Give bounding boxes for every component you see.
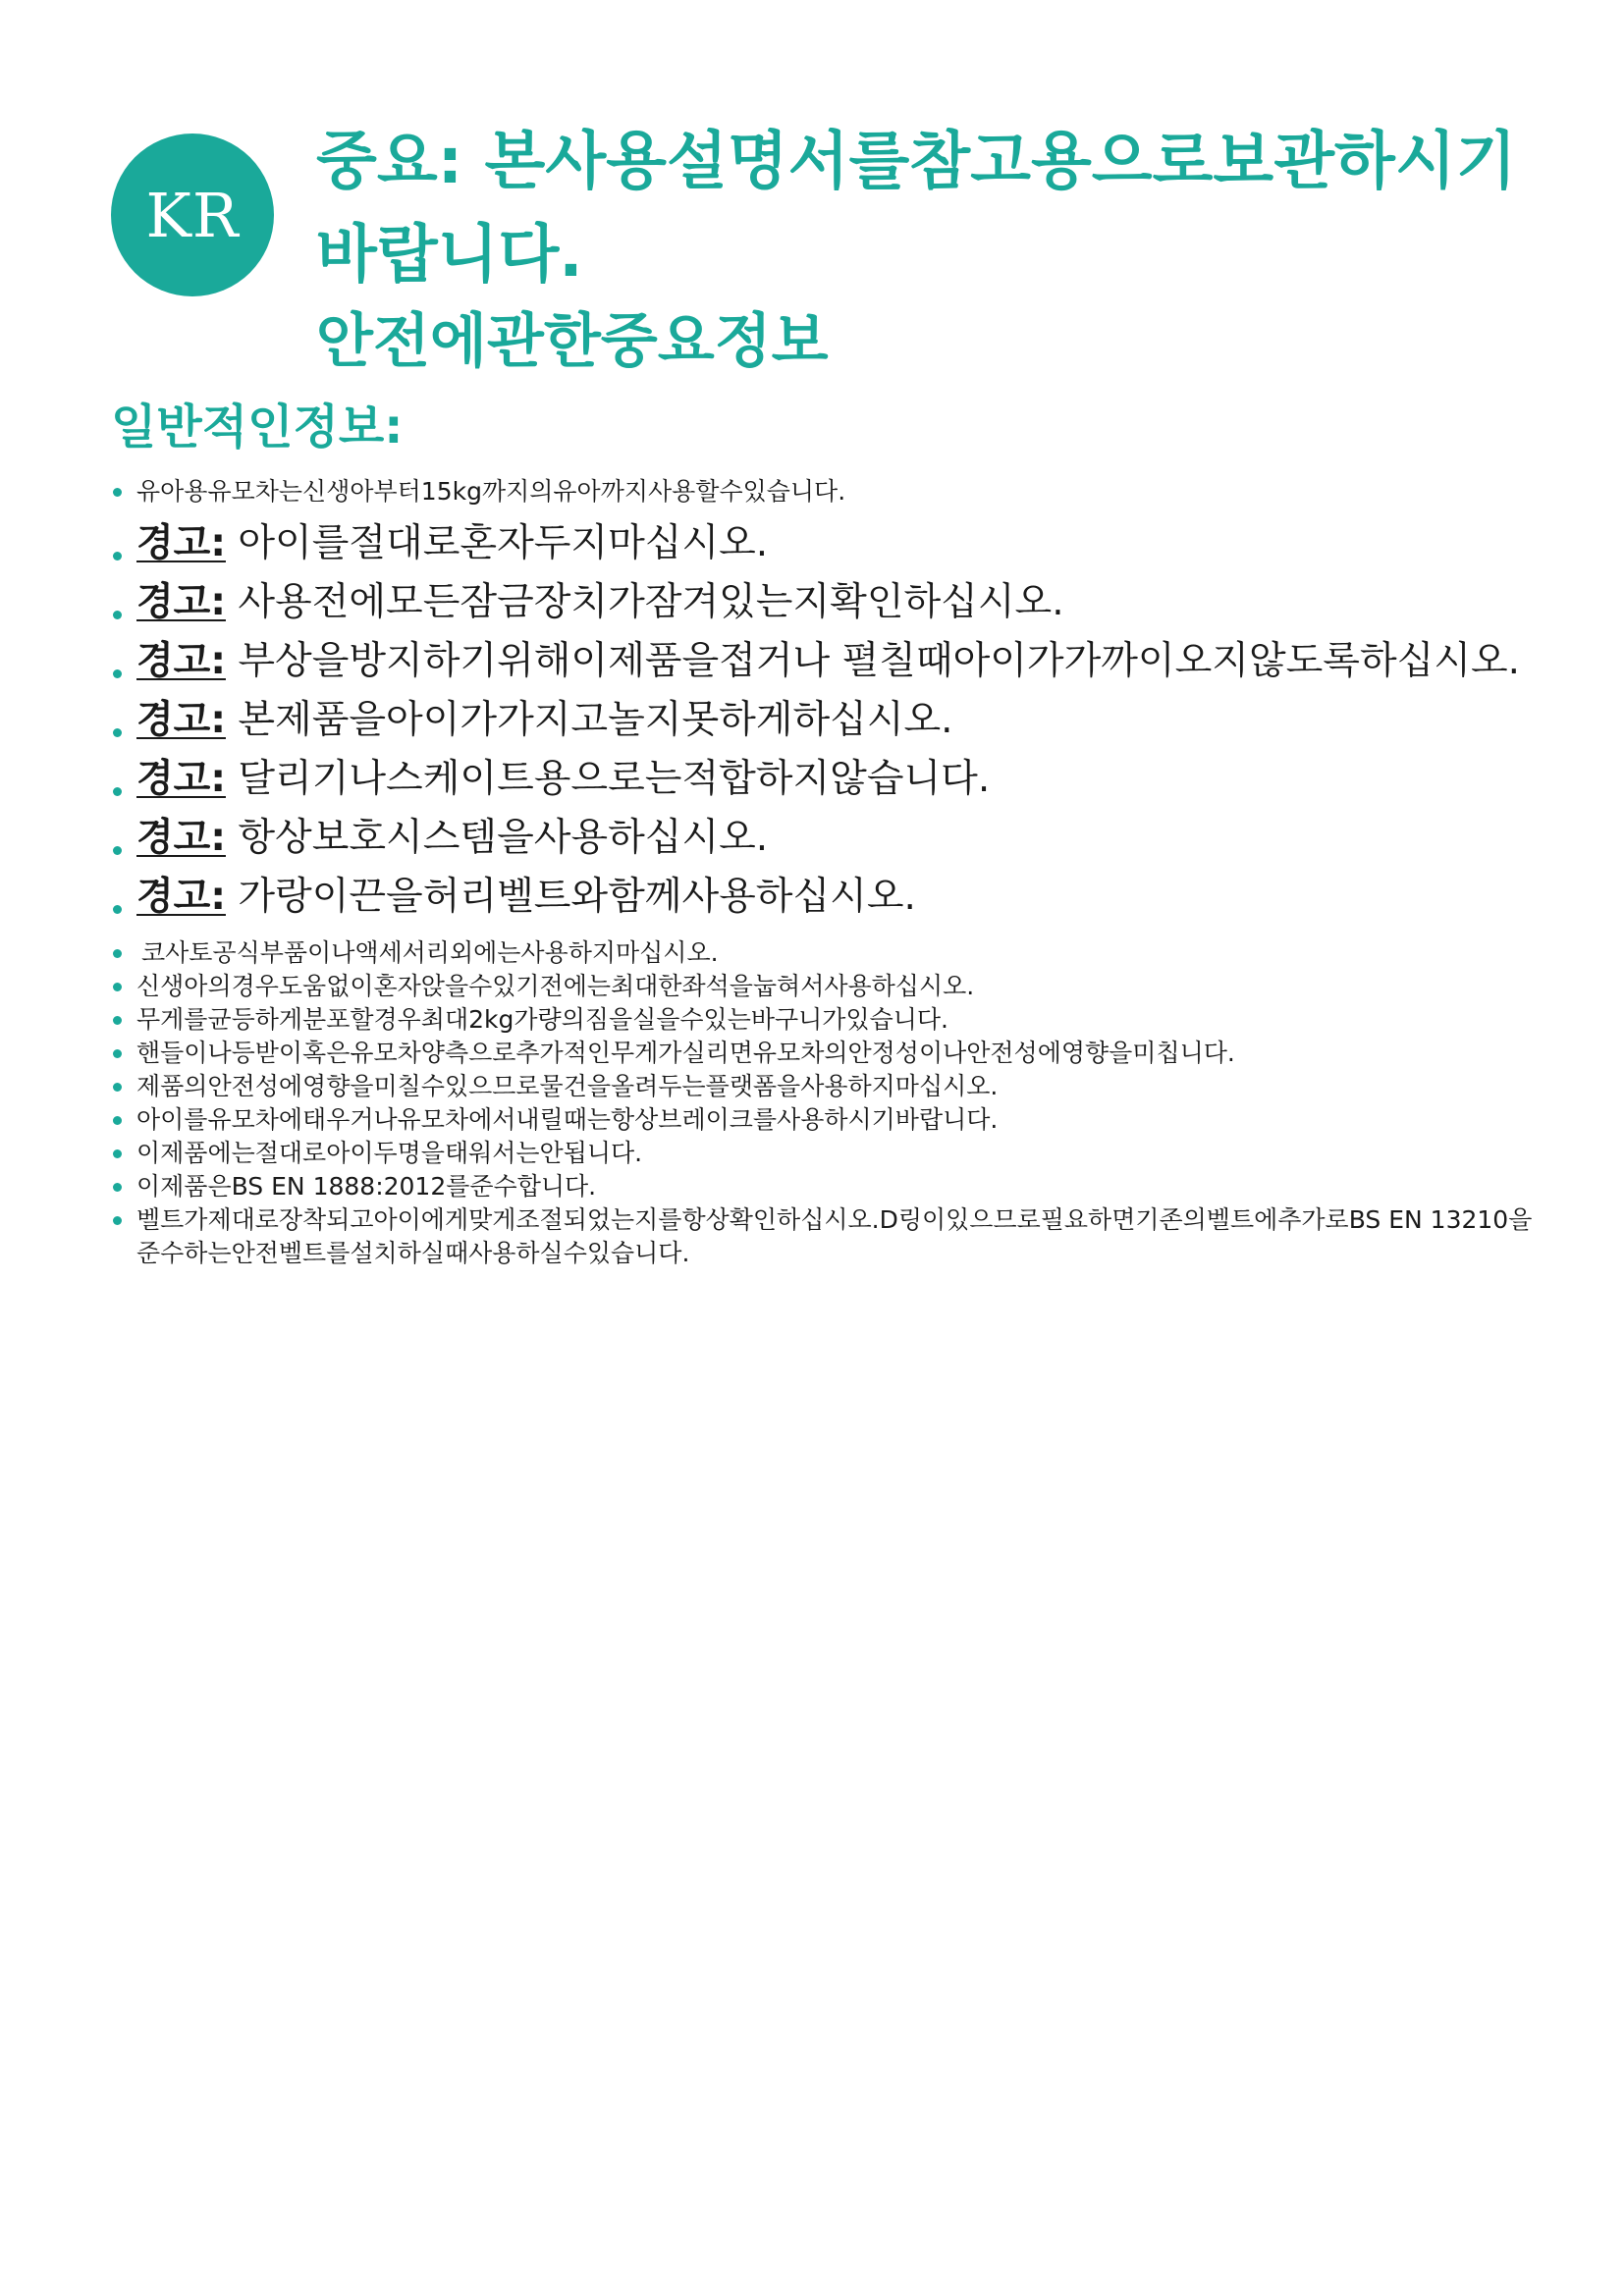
- safety-list: [111, 475, 1535, 1270]
- list-item: [111, 1137, 1535, 1170]
- bullet-icon: [113, 1016, 122, 1025]
- item-text: 아이를유모차에태우거나유모차에서내릴때는항상브레이크를사용하시기바랍니다.: [136, 1105, 999, 1134]
- bullet-icon: [113, 1216, 122, 1225]
- item-text: 벨트가제대로장착되고아이에게맞게조절되었는지를항상확인하십시오.D링이있으므로필요하면기존의벨트에추가로BS EN 13210을준수하는안전벨트를설치하실때사용하실수있습니다.: [136, 1205, 1533, 1267]
- warning-item: [111, 573, 1535, 632]
- warning-item: [111, 691, 1535, 750]
- bullet-icon: [113, 611, 122, 619]
- warning-label: 경고:: [136, 698, 226, 742]
- list-item: [111, 936, 1535, 970]
- bullet-icon: [113, 787, 122, 796]
- item-text: 코사토공식부품이나액세서리외에는사용하지마십시오.: [141, 938, 719, 967]
- warning-text: 본제품을아이가가지고놀지못하게하십시오.: [238, 698, 953, 742]
- bullet-icon: [113, 846, 122, 855]
- page-subtitle: 안전에관한중요정보: [316, 307, 829, 376]
- item-text: 이제품에는절대로아이두명을태워서는안됩니다.: [136, 1139, 643, 1167]
- warning-text: 달리기나스케이트용으로는적합하지않습니다.: [238, 757, 991, 801]
- item-text: 이제품은BS EN 1888:2012를준수합니다.: [136, 1172, 597, 1201]
- bullet-icon: [113, 728, 122, 737]
- item-text: 유아용유모차는신생아부터15kg까지의유아까지사용할수있습니다.: [136, 477, 846, 506]
- warning-text: 가랑이끈을허리벨트와함께사용하십시오.: [238, 875, 916, 919]
- warning-text: 사용전에모든잠금장치가잠겨있는지확인하십시오.: [238, 580, 1064, 624]
- bullet-icon: [113, 983, 122, 991]
- warning-label: 경고:: [136, 639, 226, 683]
- bullet-icon: [113, 1049, 122, 1058]
- list-item: [111, 1070, 1535, 1103]
- warning-label: 경고:: [136, 757, 226, 801]
- list-item: [111, 1037, 1535, 1070]
- bullet-icon: [113, 552, 122, 561]
- language-badge: [111, 133, 274, 296]
- list-item: [111, 1103, 1535, 1137]
- item-text: 핸들이나등받이혹은유모차양측으로추가적인무게가실리면유모차의안정성이나안전성에영향을미칩니다.: [136, 1039, 1235, 1067]
- bullet-icon: [113, 1116, 122, 1125]
- warning-item: [111, 868, 1535, 927]
- warning-label: 경고:: [136, 816, 226, 860]
- warning-text: 아이를절대로혼자두지마십시오.: [238, 521, 769, 565]
- warning-label: 경고:: [136, 875, 226, 919]
- item-text: 무게를균등하게분포할경우최대2kg가량의짐을실을수있는바구니가있습니다.: [136, 1005, 949, 1034]
- page-title: 중요: 본사용설명서를참고용으로보관하시기바랍니다.: [316, 126, 1517, 292]
- item-text: 제품의안전성에영향을미칠수있으므로물건을올려두는플랫폼을사용하지마십시오.: [136, 1072, 999, 1100]
- warning-text: 부상을방지하기위해이제품을접거나 펼칠때아이가가까이오지않도록하십시오.: [238, 639, 1521, 683]
- warning-label: 경고:: [136, 521, 226, 565]
- list-item: [111, 970, 1535, 1003]
- bullet-icon: [113, 905, 122, 914]
- language-code: KR: [145, 179, 240, 251]
- warning-item: [111, 632, 1535, 691]
- warning-text: 항상보호시스템을사용하십시오.: [238, 816, 769, 860]
- list-item: [111, 475, 1535, 508]
- bullet-icon: [113, 1083, 122, 1092]
- warning-item: [111, 514, 1535, 573]
- warning-item: [111, 809, 1535, 868]
- warning-label: 경고:: [136, 580, 226, 624]
- bullet-icon: [113, 1149, 122, 1158]
- bullet-icon: [113, 669, 122, 678]
- list-item: [111, 1003, 1535, 1037]
- item-text: 신생아의경우도움없이혼자앉을수있기전에는최대한좌석을눕혀서사용하십시오.: [136, 972, 975, 1000]
- bullet-icon: [113, 488, 122, 497]
- list-item: [111, 1170, 1535, 1203]
- list-item: [111, 1203, 1535, 1270]
- bullet-icon: [113, 949, 122, 958]
- section-heading: 일반적인정보:: [111, 400, 404, 454]
- bullet-icon: [113, 1183, 122, 1192]
- warning-item: [111, 750, 1535, 809]
